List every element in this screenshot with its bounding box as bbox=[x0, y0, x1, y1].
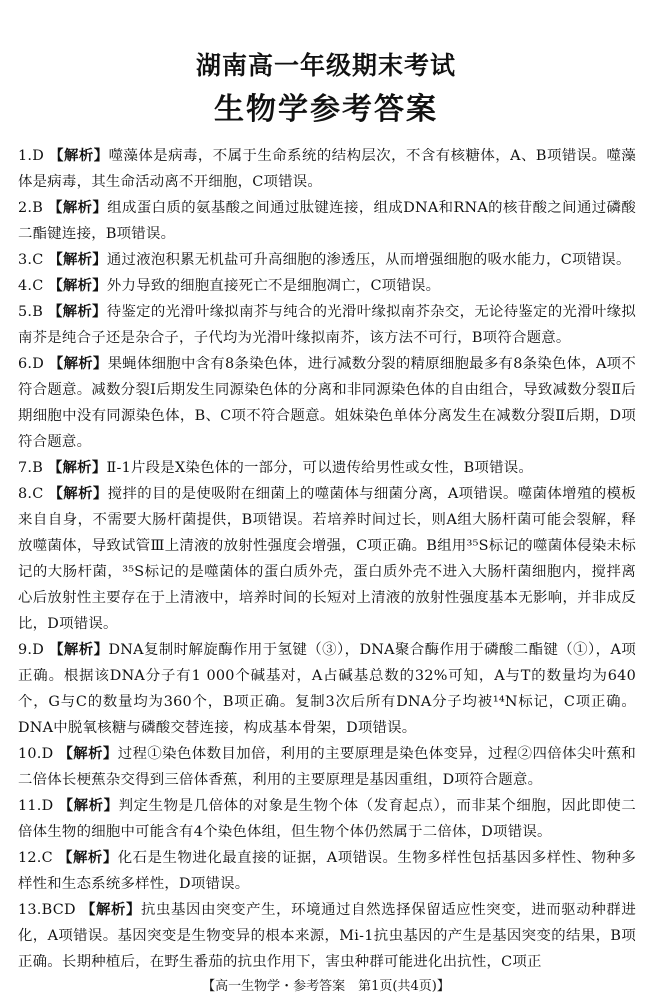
answer-item bbox=[18, 897, 636, 975]
analysis-text: 化石是生物进化最直接的证据，A项错误。生物多样性包括基因多样性、物种多样性和生态系统多样性，D项错误。 bbox=[18, 850, 636, 892]
analysis-text: DNA复制时解旋酶作用于氢键（③），DNA聚合酶作用于磷酸二酯键（①），A项正确。根据该DNA分子有1 000个碱基对，A占碱基总数的32%可知，A与T的数量均为640个，G与C的数量均为360个，B项正确。复制3次后所有DNA分子均被¹⁴N标记，C项正确。DNA中脱氧核糖与磷酸交替连接，构成基本骨架，D项错误。 bbox=[18, 642, 636, 736]
answer-item bbox=[18, 299, 636, 351]
answer-item bbox=[18, 741, 636, 793]
analysis-tag: 【解析】 bbox=[48, 200, 108, 216]
exam-title: 湖南高一年级期末考试 bbox=[195, 51, 456, 80]
answer-item bbox=[18, 793, 636, 845]
answer-number: 10.D bbox=[18, 746, 54, 762]
answer-item bbox=[18, 481, 636, 637]
answer-number: 3.C bbox=[18, 252, 44, 268]
answer-item bbox=[18, 143, 636, 195]
analysis-text: 待鉴定的光滑叶缘拟南芥与纯合的光滑叶缘拟南芥杂交，无论待鉴定的光滑叶缘拟南芥是纯合子还是杂合子，子代均为光滑叶缘拟南芥，该方法不可行，B项符合题意。 bbox=[18, 304, 636, 346]
analysis-text: 果蝇体细胞中含有8条染色体，进行减数分裂的精原细胞最多有8条染色体，A项不符合题意。减数分裂Ⅰ后期发生同源染色体的分离和非同源染色体的自由组合，导致减数分裂Ⅱ后期细胞中没有同源染色体，B、C项不符合题意。姐妹染色单体分离发生在减数分裂Ⅱ后期，D项符合题意。 bbox=[18, 356, 636, 450]
analysis-text: 判定生物是几倍体的对象是生物个体（发育起点），而非某个细胞，因此即使二倍体生物的细胞中可能含有4个染色体组，但生物个体仍然属于二倍体，D项错误。 bbox=[18, 798, 636, 840]
analysis-tag: 【解析】 bbox=[58, 746, 118, 762]
answer-number: 7.B bbox=[18, 460, 44, 476]
answer-number: 5.B bbox=[18, 304, 44, 320]
answer-number: 6.D bbox=[18, 356, 45, 372]
answer-number: 8.C bbox=[18, 486, 44, 502]
analysis-tag: 【解析】 bbox=[48, 278, 107, 294]
answer-item bbox=[18, 195, 636, 247]
answer-list bbox=[18, 143, 636, 975]
answer-number: 1.D bbox=[18, 148, 45, 164]
analysis-tag: 【解析】 bbox=[48, 486, 108, 502]
answer-number: 9.D bbox=[18, 642, 45, 658]
analysis-tag: 【解析】 bbox=[58, 850, 118, 866]
analysis-tag: 【解析】 bbox=[58, 798, 119, 814]
analysis-text: 外力导致的细胞直接死亡不是细胞凋亡，C项错误。 bbox=[106, 278, 441, 294]
page-footer: 【高一生物学・参考答案 第1页(共4页)】 bbox=[202, 979, 450, 994]
answer-key-title: 生物学参考答案 bbox=[214, 92, 438, 127]
analysis-text: 噬藻体是病毒，不属于生命系统的结构层次，不含有核糖体，A、B项错误。噬藻体是病毒，其生命活动离不开细胞，C项错误。 bbox=[18, 148, 636, 190]
answer-item bbox=[18, 273, 636, 299]
answer-number: 2.B bbox=[18, 200, 44, 216]
answer-item bbox=[18, 351, 636, 455]
answer-number: 4.C bbox=[18, 278, 44, 294]
answer-item bbox=[18, 455, 636, 481]
analysis-text: 组成蛋白质的氨基酸之间通过肽键连接，组成DNA和RNA的核苷酸之间通过磷酸二酯键连接，B项错误。 bbox=[18, 200, 636, 242]
answer-number: 11.D bbox=[18, 798, 54, 814]
analysis-tag: 【解析】 bbox=[80, 902, 142, 918]
analysis-tag: 【解析】 bbox=[48, 252, 107, 268]
answer-item bbox=[18, 247, 636, 273]
analysis-text: 抗虫基因由突变产生，环境通过自然选择保留适应性突变，进而驱动种群进化，A项错误。基因突变是生物变异的根本来源，Mi-1抗虫基因的产生是基因突变的结果，B项正确。长期种植后，在野生番茄的抗虫作用下，害虫种群可能进化出抗性，C项正 bbox=[18, 902, 636, 970]
analysis-tag: 【解析】 bbox=[47, 304, 107, 320]
answer-number: 12.C bbox=[18, 850, 53, 866]
answer-number: 13.BCD bbox=[18, 902, 76, 918]
analysis-text: 搅拌的目的是使吸附在细菌上的噬菌体与细菌分离，A项错误。噬菌体增殖的模板来自自身，不需要大肠杆菌提供，B项错误。若培养时间过长，则A组大肠杆菌可能会裂解，释放噬菌体，导致试管Ⅲ上清液的放射性强度会增强，C项正确。B组用³⁵S标记的噬菌体侵染未标记的大肠杆菌，³⁵S标记的是噬菌体的蛋白质外壳，蛋白质外壳不进入大肠杆菌细胞内，搅拌离心后放射性主要存在于上清液中，培养时间的长短对上清液的放射性强度基本无影响，并非成反比，D项错误。 bbox=[18, 486, 636, 632]
analysis-text: Ⅱ-1片段是X染色体的一部分，可以遗传给男性或女性，B项错误。 bbox=[106, 460, 533, 476]
analysis-tag: 【解析】 bbox=[49, 148, 109, 164]
analysis-text: 过程①染色体数目加倍，利用的主要原理是染色体变异，过程②四倍体尖叶蕉和二倍体长梗蕉杂交得到三倍体香蕉，利用的主要原理是基因重组，D项符合题意。 bbox=[18, 746, 636, 788]
analysis-tag: 【解析】 bbox=[48, 356, 108, 372]
analysis-tag: 【解析】 bbox=[49, 642, 109, 658]
analysis-tag: 【解析】 bbox=[47, 460, 107, 476]
answer-item bbox=[18, 845, 636, 897]
analysis-text: 通过液泡积累无机盐可升高细胞的渗透压，从而增强细胞的吸水能力，C项错误。 bbox=[106, 252, 631, 268]
answer-item bbox=[18, 637, 636, 741]
